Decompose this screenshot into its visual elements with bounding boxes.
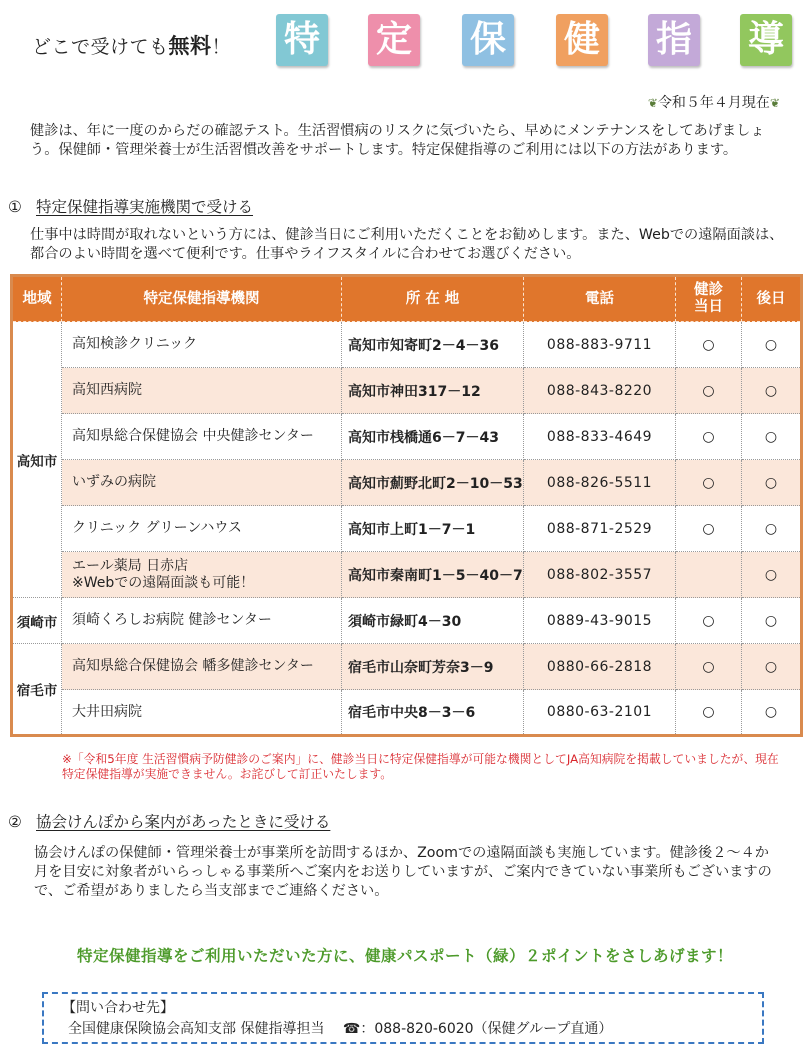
correction-note: ※「令和5年度 生活習慣病予防健診のご案内」に、健診当日に特定保健指導が可能な機関としてJA高知病院を掲載していましたが、現在特定保健指導が実施できません。お詫びして訂正いたします。 xyxy=(62,752,779,781)
section-2-heading xyxy=(8,810,330,832)
facility-name: クリニック グリーンハウス xyxy=(62,506,342,552)
tagline-suffix: ！ xyxy=(211,36,232,58)
contact-box xyxy=(42,992,764,1044)
facility-name: 須崎くろしお病院 健診センター xyxy=(62,598,342,644)
section-2-number: ② xyxy=(8,813,22,831)
header-later: 後日 xyxy=(742,276,802,322)
later-mark: ○ xyxy=(742,552,802,598)
header-region: 地域 xyxy=(12,276,62,322)
facility-tel: 088-802-3557 xyxy=(524,552,676,598)
later-mark: ○ xyxy=(742,414,802,460)
section-1-title: 特定保健指導実施機関で受ける xyxy=(36,198,254,216)
leaf-icon: ❦ xyxy=(647,96,658,110)
title-tile-5: 指 xyxy=(648,14,700,66)
section-2-description: 協会けんぽの保健師・管理栄養士が事業所を訪問するほか、Zoomでの遠隔面談も実施しています。健診後２～４か月を目安に対象者がいらっしゃる事業所へご案内をお送りしていますが、ご案内できていない事業所もございますので、ご希望がありましたら当支部までご連絡ください。 xyxy=(34,845,772,899)
contact-heading: 【問い合わせ先】 xyxy=(62,1000,174,1016)
later-mark: ○ xyxy=(742,460,802,506)
page-header xyxy=(0,0,810,80)
as-of-date xyxy=(648,92,780,112)
same-day-mark: ○ xyxy=(676,322,742,368)
table-row xyxy=(12,460,802,506)
facility-name: 高知西病院 xyxy=(62,368,342,414)
section-2-title: 協会けんぽから案内があったときに受ける xyxy=(36,813,331,831)
region-sukumo: 宿毛市 xyxy=(12,644,62,736)
clinic-table xyxy=(10,274,803,737)
date-text: 令和５年４月現在 xyxy=(657,95,770,111)
title-tile-4: 健 xyxy=(556,14,608,66)
table-row xyxy=(12,322,802,368)
table-row xyxy=(12,414,802,460)
same-day-mark: ○ xyxy=(676,368,742,414)
title-tile-6: 導 xyxy=(740,14,792,66)
facility-tel: 088-883-9711 xyxy=(524,322,676,368)
header-tel: 電話 xyxy=(524,276,676,322)
table-row xyxy=(12,368,802,414)
later-mark: ○ xyxy=(742,506,802,552)
same-day-mark xyxy=(676,552,742,598)
later-mark: ○ xyxy=(742,598,802,644)
facility-tel: 088-833-4649 xyxy=(524,414,676,460)
facility-address: 高知市薊野北町2－10－53 xyxy=(342,460,524,506)
contact-line xyxy=(62,1019,744,1040)
facility-address: 高知市知寄町2－4－36 xyxy=(342,322,524,368)
same-day-mark: ○ xyxy=(676,598,742,644)
facility-tel: 0880-66-2818 xyxy=(524,644,676,690)
header-same-day: 健診 当日 xyxy=(676,276,742,322)
header-address: 所 在 地 xyxy=(342,276,524,322)
facility-address: 高知市神田317－12 xyxy=(342,368,524,414)
facility-name: エール薬局 日赤店 ※Webでの遠隔面談も可能！ xyxy=(62,552,342,598)
header-facility: 特定保健指導機関 xyxy=(62,276,342,322)
same-day-mark: ○ xyxy=(676,414,742,460)
section-1-description: 仕事中は時間が取れないという方には、健診当日にご利用いただくことをお勧めします。また、Webでの遠隔面談は、都合のよい時間を選べて便利です。仕事やライフスタイルに合わせてお選びください。 xyxy=(30,227,784,262)
tagline-prefix: どこで受けても xyxy=(32,36,169,58)
facility-address: 高知市桟橋通6－7－43 xyxy=(342,414,524,460)
facility-address: 高知市上町1－7－1 xyxy=(342,506,524,552)
facility-name: 高知県総合保健協会 幡多健診センター xyxy=(62,644,342,690)
table-header-row xyxy=(12,276,802,322)
later-mark: ○ xyxy=(742,644,802,690)
facility-tel: 088-871-2529 xyxy=(524,506,676,552)
table-row xyxy=(12,506,802,552)
web-note: ※Webでの遠隔面談も可能！ xyxy=(72,574,255,591)
contact-org: 全国健康保険協会高知支部 保健指導担当 xyxy=(68,1021,325,1037)
tagline xyxy=(32,30,231,60)
later-mark: ○ xyxy=(742,690,802,736)
same-day-mark: ○ xyxy=(676,506,742,552)
table-row xyxy=(12,644,802,690)
table-row xyxy=(12,690,802,736)
facility-name: 高知検診クリニック xyxy=(62,322,342,368)
facility-name: いずみの病院 xyxy=(62,460,342,506)
section-1-heading xyxy=(8,195,253,217)
facility-tel: 088-843-8220 xyxy=(524,368,676,414)
facility-address: 宿毛市山奈町芳奈3－9 xyxy=(342,644,524,690)
facility-address: 須崎市緑町4－30 xyxy=(342,598,524,644)
later-mark: ○ xyxy=(742,322,802,368)
facility-tel: 0889-43-9015 xyxy=(524,598,676,644)
title-tile-3: 保 xyxy=(462,14,514,66)
facility-tel: 088-826-5511 xyxy=(524,460,676,506)
table-row xyxy=(12,552,802,598)
same-day-mark: ○ xyxy=(676,690,742,736)
same-day-mark: ○ xyxy=(676,644,742,690)
facility-address: 高知市秦南町1－5－40－7 xyxy=(342,552,524,598)
facility-tel: 0880-63-2101 xyxy=(524,690,676,736)
section-1-number: ① xyxy=(8,198,22,216)
facility-name: 高知県総合保健協会 中央健診センター xyxy=(62,414,342,460)
contact-tel: ：088-820-6020（保健グループ直通） xyxy=(360,1021,613,1037)
intro-text: 健診は、年に一度のからだの確認テスト。生活習慣病のリスクに気づいたら、早めにメンテナンスをしてあげましょう。保健師・管理栄養士が生活習慣改善をサポートします。特定保健指導のご利用には以下の方法があります。 xyxy=(30,123,765,158)
tagline-free: 無料 xyxy=(168,34,212,58)
region-kochi: 高知市 xyxy=(12,322,62,598)
phone-icon: ☎ xyxy=(342,1021,361,1037)
region-susaki: 須崎市 xyxy=(12,598,62,644)
same-day-mark: ○ xyxy=(676,460,742,506)
leaf-icon: ❦ xyxy=(769,96,780,110)
later-mark: ○ xyxy=(742,368,802,414)
facility-address: 宿毛市中央8－3－6 xyxy=(342,690,524,736)
campaign-message: 特定保健指導をご利用いただいた方に、健康パスポート（緑）２ポイントをさしあげます！ xyxy=(76,947,733,965)
title-tile-2: 定 xyxy=(368,14,420,66)
facility-name: 大井田病院 xyxy=(62,690,342,736)
title-tile-1: 特 xyxy=(276,14,328,66)
table-row xyxy=(12,598,802,644)
